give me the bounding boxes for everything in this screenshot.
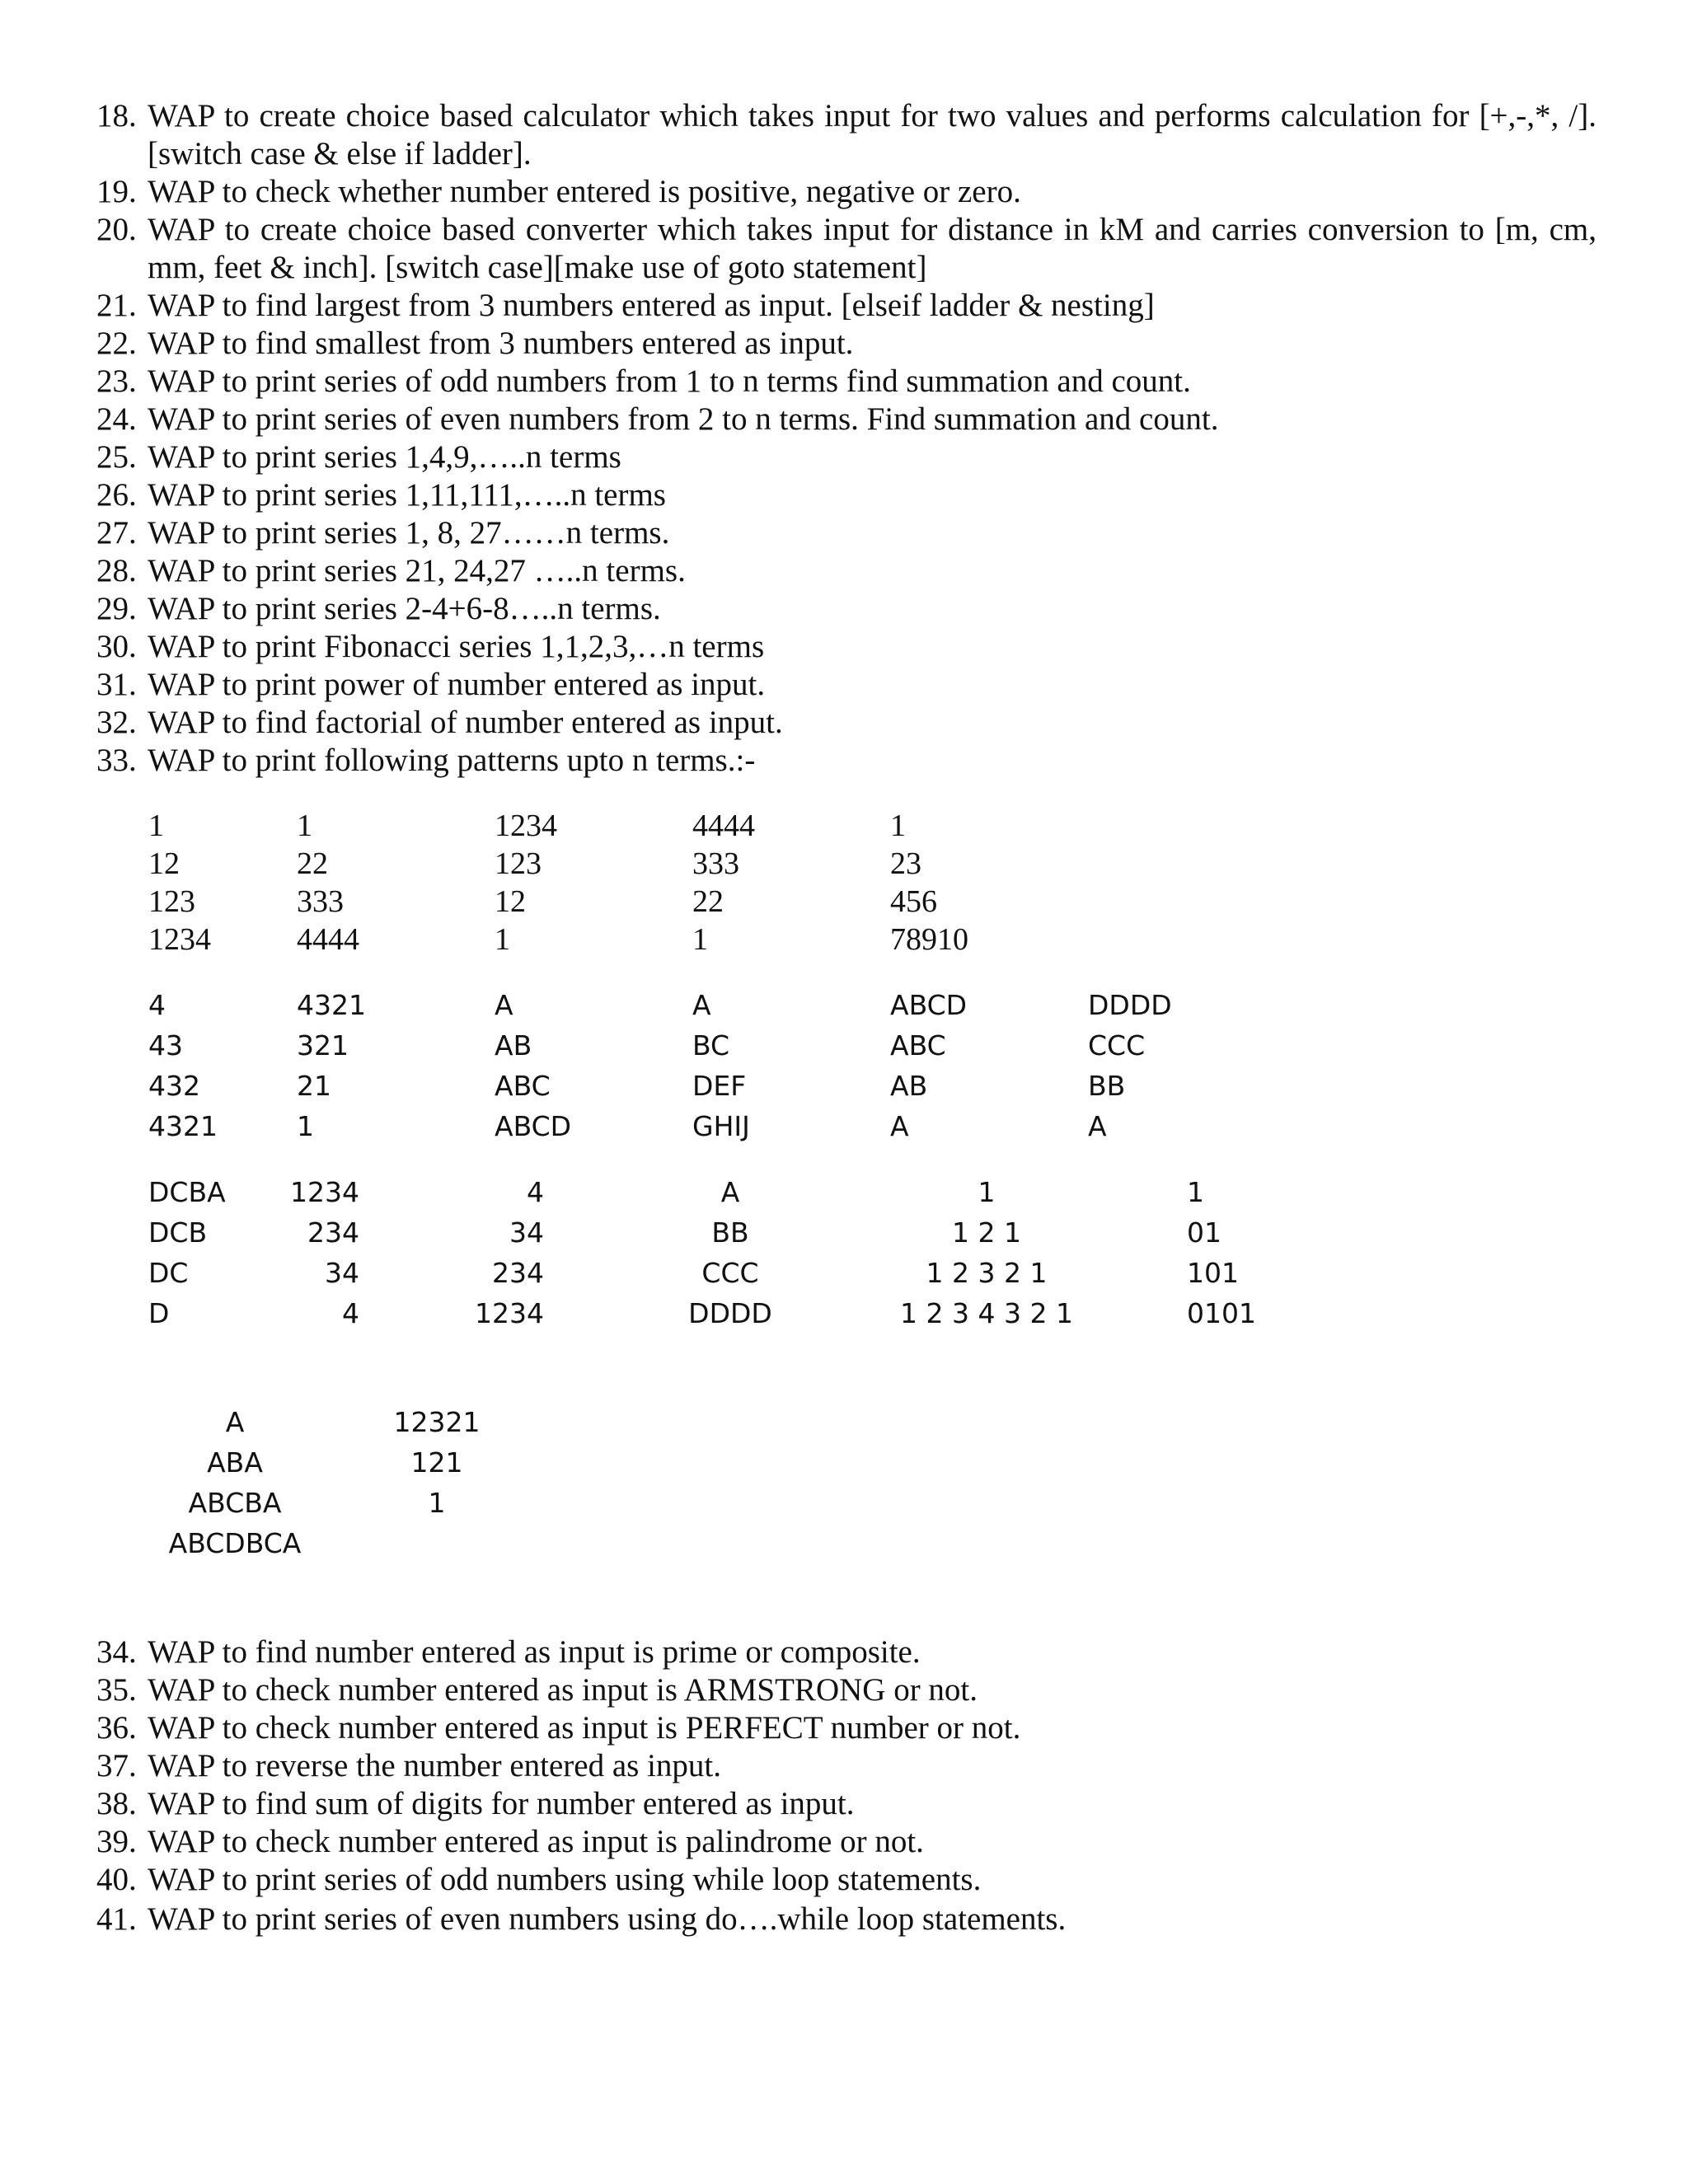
- question-27: [96, 514, 669, 552]
- pattern-line: 1: [890, 808, 906, 843]
- pattern-line: 234: [307, 1216, 359, 1249]
- pattern-line: ABCDBCA: [168, 1527, 302, 1559]
- pattern-line: ABCD: [495, 1110, 572, 1142]
- question-29: [96, 590, 661, 628]
- pattern-line: 4444: [297, 922, 359, 957]
- pattern-reverse-alpha: [148, 1176, 226, 1369]
- pattern-line: 22: [297, 846, 328, 881]
- question-number: 25.: [96, 439, 137, 475]
- pattern-line: 1: [148, 808, 164, 843]
- pattern-line: 43: [148, 1029, 183, 1062]
- pattern-alpha-repeat-inverted: [1088, 989, 1172, 1182]
- question-text: WAP to create choice based converter which takes input for distance in kM and carries conversion to [m, cm, mm, feet & inch]. [switch case][make use of goto statement]: [148, 212, 1597, 285]
- pattern-line: 123: [148, 884, 195, 919]
- pattern-line: 1 2 1: [952, 1216, 1021, 1249]
- pattern-line: ABCBA: [188, 1487, 282, 1519]
- pattern-line: 1: [297, 808, 312, 843]
- question-text: WAP to create choice based calculator which takes input for two values and performs calculation for [+,-,*, /]. [switch case & else if ladder].: [148, 98, 1597, 171]
- question-number: 18.: [96, 98, 137, 134]
- pattern-line: 01: [1187, 1216, 1221, 1249]
- pattern-line: 4: [342, 1297, 359, 1329]
- question-text: WAP to print series of odd numbers from 1 to n terms find summation and count.: [148, 363, 1191, 399]
- question-text: WAP to print series 2-4+6-8…..n terms.: [148, 591, 661, 626]
- question-30: [96, 628, 764, 666]
- pattern-line: 432: [148, 1070, 200, 1102]
- question-text: WAP to find sum of digits for number entered as input.: [148, 1786, 855, 1821]
- pattern-line: 12321: [393, 1406, 481, 1438]
- question-22: [96, 325, 853, 363]
- pattern-alpha-palindrome-pyramid: [168, 1406, 302, 1599]
- question-39: [96, 1823, 924, 1861]
- question-text: WAP to find smallest from 3 numbers entered as input.: [148, 326, 854, 361]
- question-number: 36.: [96, 1710, 137, 1746]
- question-text: WAP to find largest from 3 numbers entered as input. [elseif ladder & nesting]: [148, 288, 1155, 323]
- pattern-line: 12: [495, 884, 526, 919]
- pattern-line: DCBA: [148, 1176, 226, 1208]
- pattern-line: 1: [1187, 1176, 1204, 1208]
- pattern-line: 0101: [1187, 1297, 1256, 1329]
- pattern-descending-suffix: [297, 989, 366, 1182]
- question-text: WAP to print series of even numbers using do….while loop statements.: [148, 1901, 1067, 1937]
- pattern-alpha-triangle: [495, 989, 572, 1182]
- pattern-right-aligned-growing: [475, 1176, 579, 1369]
- pattern-alpha-floyd: [692, 989, 750, 1182]
- pattern-number-palindrome-inverted: [393, 1406, 481, 1567]
- question-number: 33.: [96, 743, 137, 778]
- pattern-line: 34: [509, 1216, 544, 1249]
- question-19: [96, 173, 1021, 211]
- pattern-number-pyramid: [900, 1176, 1073, 1369]
- question-number: 24.: [96, 401, 137, 437]
- pattern-line: 101: [1187, 1257, 1239, 1289]
- pattern-line: A: [720, 1176, 740, 1208]
- question-23: [96, 363, 1191, 401]
- question-18: [96, 97, 1597, 173]
- pattern-centered-alpha-pyramid: [688, 1176, 772, 1369]
- pattern-descending-prefix: [148, 989, 218, 1182]
- question-text: WAP to print series 1, 8, 27……n terms.: [148, 515, 670, 551]
- pattern-line: 1234: [475, 1297, 544, 1329]
- question-text: WAP to print series 1,4,9,…..n terms: [148, 439, 621, 475]
- question-text: WAP to print Fibonacci series 1,1,2,3,…n terms: [148, 629, 765, 664]
- pattern-line: D: [148, 1297, 170, 1329]
- pattern-line: BB: [711, 1216, 749, 1249]
- pattern-line: 22: [692, 884, 724, 919]
- question-text: WAP to print series 1,11,111,…..n terms: [148, 477, 666, 513]
- question-text: WAP to print series 21, 24,27 …..n terms.: [148, 553, 686, 588]
- pattern-line: 1: [428, 1487, 446, 1519]
- pattern-line: A: [495, 989, 513, 1021]
- question-text: WAP to check whether number entered is positive, negative or zero.: [148, 174, 1021, 209]
- pattern-line: DCB: [148, 1216, 208, 1249]
- question-41: [96, 1900, 1066, 1938]
- question-21: [96, 287, 1155, 325]
- pattern-line: GHIJ: [692, 1110, 750, 1142]
- pattern-line: 4321: [297, 989, 366, 1021]
- question-text: WAP to find factorial of number entered as input.: [148, 705, 783, 740]
- question-number: 26.: [96, 477, 137, 513]
- question-text: WAP to print following patterns upto n terms.:-: [148, 743, 756, 778]
- pattern-line: A: [225, 1406, 245, 1438]
- pattern-line: A: [890, 1110, 909, 1142]
- pattern-line: 1234: [495, 808, 557, 843]
- pattern-line: 1: [297, 1110, 314, 1142]
- question-24: [96, 401, 1218, 438]
- question-31: [96, 666, 765, 704]
- question-number: 19.: [96, 174, 137, 209]
- question-text: WAP to print series of even numbers from 2 to n terms. Find summation and count.: [148, 401, 1219, 437]
- question-text: WAP to print series of odd numbers using while loop statements.: [148, 1862, 982, 1897]
- pattern-line: 1: [978, 1176, 996, 1208]
- question-number: 41.: [96, 1901, 137, 1937]
- pattern-line: 123: [495, 846, 542, 881]
- pattern-line: 1: [495, 922, 510, 957]
- pattern-line: DDDD: [1088, 989, 1172, 1021]
- pattern-line: 456: [890, 884, 937, 919]
- question-text: WAP to reverse the number entered as input.: [148, 1748, 722, 1783]
- question-text: WAP to check number entered as input is ARMSTRONG or not.: [148, 1672, 978, 1708]
- question-number: 29.: [96, 591, 137, 626]
- question-35: [96, 1671, 978, 1709]
- pattern-line: 23: [890, 846, 921, 881]
- pattern-line: ABA: [207, 1446, 263, 1479]
- pattern-line: 4321: [148, 1110, 218, 1142]
- question-number: 30.: [96, 629, 137, 664]
- pattern-line: BC: [692, 1029, 730, 1062]
- question-text: WAP to check number entered as input is PERFECT number or not.: [148, 1710, 1021, 1746]
- question-number: 38.: [96, 1786, 137, 1821]
- question-32: [96, 704, 783, 742]
- pattern-line: 1: [692, 922, 708, 957]
- question-number: 40.: [96, 1862, 137, 1897]
- question-number: 35.: [96, 1672, 137, 1708]
- pattern-line: ABC: [890, 1029, 946, 1062]
- pattern-line: CCC: [701, 1257, 759, 1289]
- question-33: [96, 742, 755, 780]
- question-26: [96, 476, 666, 514]
- question-37: [96, 1747, 721, 1785]
- question-number: 39.: [96, 1824, 137, 1859]
- pattern-line: 1234: [290, 1176, 359, 1208]
- pattern-line: DC: [148, 1257, 189, 1289]
- pattern-line: ABCD: [890, 989, 968, 1021]
- pattern-line: 4: [527, 1176, 544, 1208]
- question-number: 20.: [96, 212, 137, 247]
- pattern-line: ABC: [495, 1070, 551, 1102]
- pattern-line: 12: [148, 846, 180, 881]
- pattern-line: DEF: [692, 1070, 747, 1102]
- pattern-line: 34: [325, 1257, 359, 1289]
- question-number: 28.: [96, 553, 137, 588]
- pattern-line: AB: [890, 1070, 928, 1102]
- question-25: [96, 438, 621, 476]
- pattern-line: 21: [297, 1070, 331, 1102]
- pattern-line: 1 2 3 4 3 2 1: [900, 1297, 1073, 1329]
- question-number: 21.: [96, 288, 137, 323]
- question-34: [96, 1633, 921, 1671]
- pattern-line: 121: [410, 1446, 463, 1479]
- pattern-line: A: [1088, 1110, 1107, 1142]
- question-number: 34.: [96, 1634, 137, 1670]
- pattern-line: 4: [148, 989, 166, 1021]
- pattern-line: A: [692, 989, 711, 1021]
- question-number: 27.: [96, 515, 137, 551]
- pattern-line: 1234: [148, 922, 211, 957]
- question-36: [96, 1709, 1020, 1747]
- question-number: 22.: [96, 326, 137, 361]
- pattern-line: CCC: [1088, 1029, 1146, 1062]
- pattern-binary-triangle: [1187, 1176, 1256, 1369]
- question-number: 37.: [96, 1748, 137, 1783]
- pattern-line: 234: [492, 1257, 544, 1289]
- pattern-line: 333: [692, 846, 739, 881]
- question-text: WAP to find number entered as input is prime or composite.: [148, 1634, 921, 1670]
- pattern-line: BB: [1088, 1070, 1126, 1102]
- pattern-line: 1 2 3 2 1: [926, 1257, 1048, 1289]
- pattern-line: 4444: [692, 808, 755, 843]
- pattern-line: AB: [495, 1029, 532, 1062]
- pattern-line: DDDD: [688, 1297, 772, 1329]
- question-text: WAP to check number entered as input is palindrome or not.: [148, 1824, 924, 1859]
- pattern-right-aligned-suffix: [290, 1176, 394, 1369]
- question-text: WAP to print power of number entered as input.: [148, 667, 766, 702]
- question-40: [96, 1861, 981, 1899]
- pattern-line: 321: [297, 1029, 349, 1062]
- question-28: [96, 552, 686, 590]
- question-20: [96, 211, 1597, 287]
- question-number: 32.: [96, 705, 137, 740]
- pattern-line: 78910: [890, 922, 968, 957]
- pattern-alpha-inverted: [890, 989, 968, 1182]
- pattern-line: 333: [297, 884, 344, 919]
- question-38: [96, 1785, 855, 1823]
- question-number: 31.: [96, 667, 137, 702]
- question-number: 23.: [96, 363, 137, 399]
